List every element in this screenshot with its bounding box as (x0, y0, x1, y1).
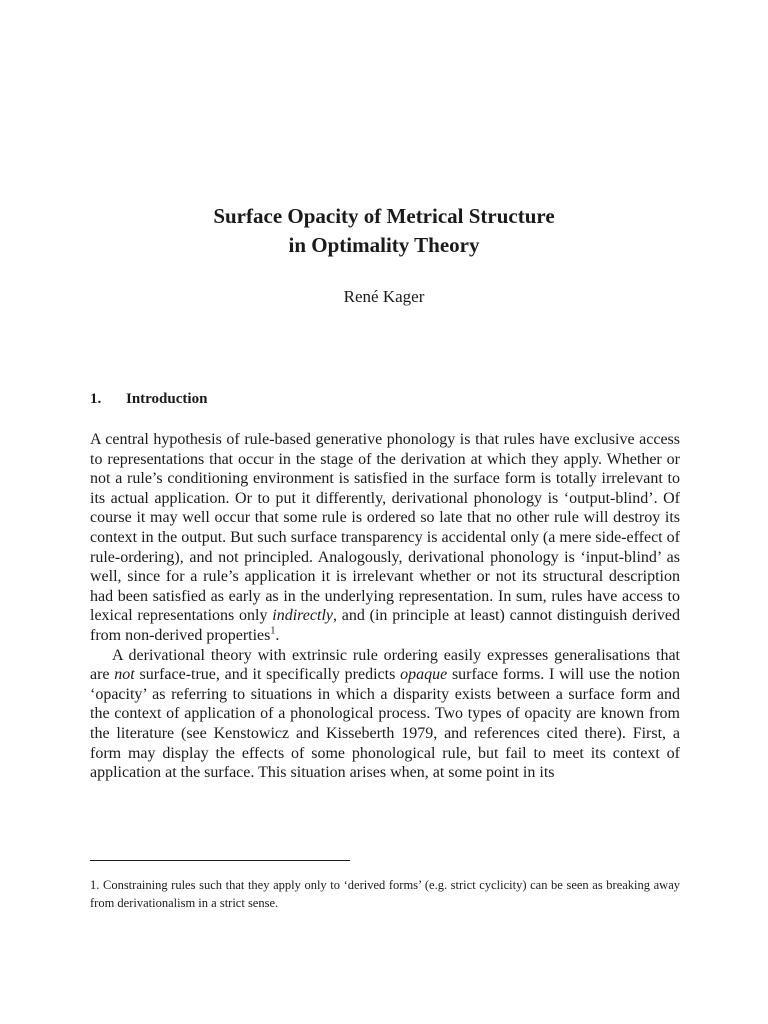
paper-title (0, 202, 768, 260)
section-number: 1. (90, 391, 102, 407)
paragraph-2-text-b: surface-true, and it specifically predicts (134, 666, 401, 684)
paper-title-line-2: in Optimality Theory (288, 233, 480, 257)
footnote-divider (90, 860, 350, 861)
paragraph-1-text-c: . (275, 626, 280, 644)
paragraph-1-text-a: A central hypothesis of rule-based generative phonology is that rules have exclusive access to representations that occur in the stage of the derivation at which they apply. Whether or not a rule’s conditioning environment is satisfied in the surface form is totally irrelevant to its actual application. Or to put it differently, derivational phonology is ‘output-blind’. Of course it may well occur that some rule is ordered so late that no other rule will destroy its context in the output. But such surface transparency is accidental only (a mere side-effect of rule-ordering), and not principled. Analogously, derivational phonology is ‘input-blind’ as well, since for a rule’s application it is irrelevant whether or not its structural description had been satisfied as early as in the underlying representation. In sum, rules have access to lexical representations only (90, 431, 680, 625)
paragraph-2-text-c: surface forms. I will use the notion ‘opacity’ as referring to situations in which a disparity exists between a surface form and the context of application of a phonological process. Two types of opacity are known from the literature (see Kenstowicz and Kisseberth 1979, and references cited there). First, a form may display the effects of some phonological rule, but fail to meet its context of application at the surface. This situation arises when, at some point in its (90, 666, 681, 782)
paragraph-2-emphasis-not: not (114, 666, 135, 684)
body-text (90, 430, 680, 783)
paper-title-line-1: Surface Opacity of Metrical Structure (213, 204, 555, 228)
paragraph-1-text-b: , and (in principle at least) cannot distinguish derived from non-derived properties (90, 607, 681, 644)
section-title: Introduction (126, 391, 208, 407)
paragraph-2 (90, 646, 680, 783)
footnote-reference-1[interactable]: 1 (270, 625, 276, 637)
footnote-1 (90, 876, 680, 912)
paragraph-1 (90, 430, 680, 646)
footnote-text: Constraining rules such that they apply only to ‘derived forms’ (e.g. strict cyclicity) can be seen as breaking away from derivationalism in a strict sense. (90, 878, 680, 910)
paragraph-2-emphasis-opaque: opaque (400, 666, 448, 684)
section-heading (90, 391, 207, 408)
author-name: René Kager (343, 287, 425, 306)
footnote-marker: 1. (90, 878, 100, 892)
paragraph-1-emphasis-indirectly: indirectly (272, 607, 333, 625)
paragraph-2-text-a: A derivational theory with extrinsic rule ordering easily expresses generalisations that are (90, 646, 680, 684)
